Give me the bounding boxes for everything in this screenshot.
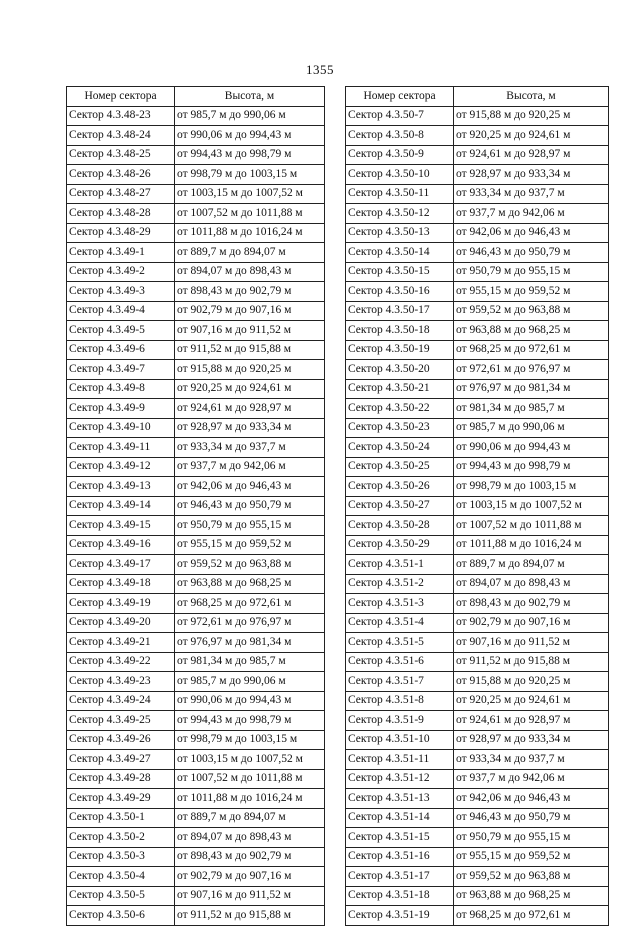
height-range-cell: от 920,25 м до 924,61 м [175,379,325,399]
table-row [67,282,325,302]
sector-number-cell: Сектор 4.3.50-29 [346,535,454,555]
height-range-cell: от 990,06 м до 994,43 м [175,691,325,711]
column-header-height: Высота, м [175,87,325,107]
sector-number-cell: Сектор 4.3.51-15 [346,828,454,848]
sector-number-cell: Сектор 4.3.50-11 [346,184,454,204]
table-row [346,165,609,185]
table-row [67,711,325,731]
table-row [67,730,325,750]
table-row [67,106,325,126]
table-row [67,535,325,555]
height-range-cell: от 933,34 м до 937,7 м [175,438,325,458]
column-header-sector: Номер сектора [67,87,175,107]
sector-number-cell: Сектор 4.3.50-7 [346,106,454,126]
sector-number-cell: Сектор 4.3.50-4 [67,867,175,887]
table-row [67,867,325,887]
table-row [67,360,325,380]
height-range-cell: от 915,88 м до 920,25 м [454,672,609,692]
height-range-cell: от 998,79 м до 1003,15 м [175,730,325,750]
table-row [67,399,325,419]
sector-number-cell: Сектор 4.3.51-10 [346,730,454,750]
height-range-cell: от 911,52 м до 915,88 м [175,906,325,926]
sector-number-cell: Сектор 4.3.50-8 [346,126,454,146]
height-range-cell: от 950,79 м до 955,15 м [454,262,609,282]
sector-number-cell: Сектор 4.3.50-3 [67,847,175,867]
sector-number-cell: Сектор 4.3.49-24 [67,691,175,711]
height-range-cell: от 924,61 м до 928,97 м [454,711,609,731]
height-range-cell: от 955,15 м до 959,52 м [454,282,609,302]
table-row [346,808,609,828]
table-row [67,340,325,360]
table-row [67,652,325,672]
table-row [346,769,609,789]
sector-number-cell: Сектор 4.3.49-25 [67,711,175,731]
height-range-cell: от 1011,88 м до 1016,24 м [454,535,609,555]
table-row [346,711,609,731]
table-row [67,126,325,146]
table-row [67,301,325,321]
height-range-cell: от 976,97 м до 981,34 м [175,633,325,653]
sector-number-cell: Сектор 4.3.50-10 [346,165,454,185]
height-range-cell: от 889,7 м до 894,07 м [454,555,609,575]
table-row [346,243,609,263]
sector-number-cell: Сектор 4.3.50-13 [346,223,454,243]
height-range-cell: от 946,43 м до 950,79 м [454,808,609,828]
sector-number-cell: Сектор 4.3.49-27 [67,750,175,770]
sector-number-cell: Сектор 4.3.49-16 [67,535,175,555]
height-range-cell: от 889,7 м до 894,07 м [175,808,325,828]
height-range-cell: от 894,07 м до 898,43 м [175,262,325,282]
table-header-row [346,87,609,107]
table-row [346,847,609,867]
page-number: 1355 [306,62,334,77]
sector-number-cell: Сектор 4.3.49-4 [67,301,175,321]
table-row [346,145,609,165]
table-row [346,574,609,594]
sector-number-cell: Сектор 4.3.49-18 [67,574,175,594]
height-range-cell: от 894,07 м до 898,43 м [175,828,325,848]
sector-number-cell: Сектор 4.3.51-14 [346,808,454,828]
height-range-cell: от 924,61 м до 928,97 м [175,399,325,419]
table-row [67,379,325,399]
sector-number-cell: Сектор 4.3.49-15 [67,516,175,536]
height-range-cell: от 928,97 м до 933,34 м [175,418,325,438]
height-range-cell: от 990,06 м до 994,43 м [175,126,325,146]
table-row [346,633,609,653]
table-row [67,204,325,224]
height-range-cell: от 994,43 м до 998,79 м [454,457,609,477]
height-range-cell: от 963,88 м до 968,25 м [454,321,609,341]
height-range-cell: от 1003,15 м до 1007,52 м [175,750,325,770]
height-range-cell: от 946,43 м до 950,79 м [454,243,609,263]
table-row [67,633,325,653]
height-range-cell: от 942,06 м до 946,43 м [454,223,609,243]
sector-number-cell: Сектор 4.3.49-11 [67,438,175,458]
sector-number-cell: Сектор 4.3.50-28 [346,516,454,536]
height-range-cell: от 1007,52 м до 1011,88 м [454,516,609,536]
table-row [346,789,609,809]
height-range-cell: от 1011,88 м до 1016,24 м [175,789,325,809]
table-row [346,184,609,204]
sector-number-cell: Сектор 4.3.51-8 [346,691,454,711]
table-row [346,360,609,380]
left-sector-table [66,86,325,926]
sector-number-cell: Сектор 4.3.51-2 [346,574,454,594]
height-range-cell: от 1007,52 м до 1011,88 м [175,204,325,224]
sector-number-cell: Сектор 4.3.51-7 [346,672,454,692]
height-range-cell: от 959,52 м до 963,88 м [175,555,325,575]
table-row [67,789,325,809]
height-range-cell: от 963,88 м до 968,25 м [454,886,609,906]
sector-number-cell: Сектор 4.3.51-1 [346,555,454,575]
sector-number-cell: Сектор 4.3.49-12 [67,457,175,477]
sector-number-cell: Сектор 4.3.50-26 [346,477,454,497]
height-range-cell: от 933,34 м до 937,7 м [454,184,609,204]
height-range-cell: от 968,25 м до 972,61 м [454,906,609,926]
sector-number-cell: Сектор 4.3.48-29 [67,223,175,243]
sector-number-cell: Сектор 4.3.49-17 [67,555,175,575]
height-range-cell: от 1011,88 м до 1016,24 м [175,223,325,243]
height-range-cell: от 920,25 м до 924,61 м [454,126,609,146]
height-range-cell: от 994,43 м до 998,79 м [175,145,325,165]
height-range-cell: от 990,06 м до 994,43 м [454,438,609,458]
height-range-cell: от 959,52 м до 963,88 м [454,867,609,887]
height-range-cell: от 946,43 м до 950,79 м [175,496,325,516]
sector-number-cell: Сектор 4.3.50-12 [346,204,454,224]
table-row [67,847,325,867]
sector-number-cell: Сектор 4.3.49-23 [67,672,175,692]
table-row [67,477,325,497]
right-sector-table [345,86,609,926]
sector-number-cell: Сектор 4.3.51-11 [346,750,454,770]
table-header-row [67,87,325,107]
column-header-sector: Номер сектора [346,87,454,107]
table-row [346,262,609,282]
sector-number-cell: Сектор 4.3.49-6 [67,340,175,360]
height-range-cell: от 998,79 м до 1003,15 м [175,165,325,185]
table-row [346,223,609,243]
sector-number-cell: Сектор 4.3.50-19 [346,340,454,360]
height-range-cell: от 981,34 м до 985,7 м [175,652,325,672]
sector-number-cell: Сектор 4.3.51-19 [346,906,454,926]
table-row [346,106,609,126]
sector-number-cell: Сектор 4.3.49-22 [67,652,175,672]
sector-number-cell: Сектор 4.3.51-3 [346,594,454,614]
height-range-cell: от 968,25 м до 972,61 м [175,594,325,614]
height-range-cell: от 985,7 м до 990,06 м [454,418,609,438]
height-range-cell: от 963,88 м до 968,25 м [175,574,325,594]
table-row [346,555,609,575]
sector-number-cell: Сектор 4.3.48-23 [67,106,175,126]
table-row [346,418,609,438]
table-row [67,516,325,536]
sector-number-cell: Сектор 4.3.48-27 [67,184,175,204]
table-row [67,262,325,282]
sector-number-cell: Сектор 4.3.49-8 [67,379,175,399]
height-range-cell: от 972,61 м до 976,97 м [175,613,325,633]
table-row [346,477,609,497]
sector-number-cell: Сектор 4.3.51-9 [346,711,454,731]
height-range-cell: от 911,52 м до 915,88 м [454,652,609,672]
table-row [346,496,609,516]
table-row [67,165,325,185]
height-range-cell: от 907,16 м до 911,52 м [454,633,609,653]
sector-number-cell: Сектор 4.3.50-22 [346,399,454,419]
table-row [67,555,325,575]
sector-number-cell: Сектор 4.3.49-9 [67,399,175,419]
table-row [67,223,325,243]
sector-number-cell: Сектор 4.3.49-20 [67,613,175,633]
table-row [67,184,325,204]
height-range-cell: от 972,61 м до 976,97 м [454,360,609,380]
table-row [346,535,609,555]
table-row [67,828,325,848]
table-row [67,672,325,692]
table-row [346,672,609,692]
table-body [67,106,325,925]
table-row [67,594,325,614]
sector-number-cell: Сектор 4.3.50-2 [67,828,175,848]
sector-number-cell: Сектор 4.3.51-18 [346,886,454,906]
sector-number-cell: Сектор 4.3.49-3 [67,282,175,302]
height-range-cell: от 907,16 м до 911,52 м [175,886,325,906]
sector-number-cell: Сектор 4.3.50-17 [346,301,454,321]
height-range-cell: от 955,15 м до 959,52 м [175,535,325,555]
table-row [67,769,325,789]
table-row [67,808,325,828]
table-row [346,321,609,341]
height-range-cell: от 950,79 м до 955,15 м [175,516,325,536]
sector-number-cell: Сектор 4.3.49-5 [67,321,175,341]
table-row [346,438,609,458]
table-row [67,457,325,477]
height-range-cell: от 889,7 м до 894,07 м [175,243,325,263]
sector-number-cell: Сектор 4.3.49-26 [67,730,175,750]
table-row [67,496,325,516]
height-range-cell: от 902,79 м до 907,16 м [175,867,325,887]
height-range-cell: от 955,15 м до 959,52 м [454,847,609,867]
height-range-cell: от 898,43 м до 902,79 м [175,282,325,302]
table-row [67,886,325,906]
height-range-cell: от 998,79 м до 1003,15 м [454,477,609,497]
table-row [67,574,325,594]
height-range-cell: от 933,34 м до 937,7 м [454,750,609,770]
table-row [346,594,609,614]
sector-number-cell: Сектор 4.3.50-27 [346,496,454,516]
sector-number-cell: Сектор 4.3.51-12 [346,769,454,789]
height-range-cell: от 994,43 м до 998,79 м [175,711,325,731]
height-range-cell: от 942,06 м до 946,43 м [175,477,325,497]
table-row [346,126,609,146]
table-row [346,204,609,224]
sector-number-cell: Сектор 4.3.48-25 [67,145,175,165]
table-body [346,106,609,925]
sector-number-cell: Сектор 4.3.51-16 [346,847,454,867]
height-range-cell: от 902,79 м до 907,16 м [175,301,325,321]
height-range-cell: от 902,79 м до 907,16 м [454,613,609,633]
height-range-cell: от 981,34 м до 985,7 м [454,399,609,419]
height-range-cell: от 937,7 м до 942,06 м [454,204,609,224]
height-range-cell: от 1007,52 м до 1011,88 м [175,769,325,789]
sector-number-cell: Сектор 4.3.50-1 [67,808,175,828]
sector-number-cell: Сектор 4.3.49-2 [67,262,175,282]
column-header-height: Высота, м [454,87,609,107]
table-row [346,828,609,848]
table-row [346,750,609,770]
table-row [67,750,325,770]
sector-number-cell: Сектор 4.3.50-20 [346,360,454,380]
table-row [346,691,609,711]
height-range-cell: от 959,52 м до 963,88 м [454,301,609,321]
table-row [346,906,609,926]
sector-number-cell: Сектор 4.3.49-14 [67,496,175,516]
table-row [67,321,325,341]
sector-number-cell: Сектор 4.3.49-1 [67,243,175,263]
sector-number-cell: Сектор 4.3.50-5 [67,886,175,906]
sector-number-cell: Сектор 4.3.50-6 [67,906,175,926]
table-row [346,867,609,887]
height-range-cell: от 894,07 м до 898,43 м [454,574,609,594]
height-range-cell: от 920,25 м до 924,61 м [454,691,609,711]
height-range-cell: от 911,52 м до 915,88 м [175,340,325,360]
height-range-cell: от 985,7 м до 990,06 м [175,672,325,692]
sector-number-cell: Сектор 4.3.48-28 [67,204,175,224]
table-row [346,516,609,536]
table-row [346,652,609,672]
sector-number-cell: Сектор 4.3.50-25 [346,457,454,477]
height-range-cell: от 1003,15 м до 1007,52 м [175,184,325,204]
sector-number-cell: Сектор 4.3.51-17 [346,867,454,887]
sector-number-cell: Сектор 4.3.50-24 [346,438,454,458]
sector-number-cell: Сектор 4.3.49-10 [67,418,175,438]
sector-number-cell: Сектор 4.3.49-13 [67,477,175,497]
height-range-cell: от 898,43 м до 902,79 м [454,594,609,614]
table-row [346,282,609,302]
table-row [67,613,325,633]
sector-number-cell: Сектор 4.3.51-13 [346,789,454,809]
table-row [346,613,609,633]
sector-number-cell: Сектор 4.3.49-28 [67,769,175,789]
height-range-cell: от 915,88 м до 920,25 м [175,360,325,380]
sector-number-cell: Сектор 4.3.49-29 [67,789,175,809]
table-row [346,730,609,750]
table-row [346,379,609,399]
sector-number-cell: Сектор 4.3.50-23 [346,418,454,438]
table-row [67,418,325,438]
sector-number-cell: Сектор 4.3.48-24 [67,126,175,146]
height-range-cell: от 924,61 м до 928,97 м [454,145,609,165]
sector-number-cell: Сектор 4.3.50-21 [346,379,454,399]
height-range-cell: от 915,88 м до 920,25 м [454,106,609,126]
table-row [67,906,325,926]
height-range-cell: от 950,79 м до 955,15 м [454,828,609,848]
height-range-cell: от 1003,15 м до 1007,52 м [454,496,609,516]
sector-number-cell: Сектор 4.3.50-9 [346,145,454,165]
table-row [346,301,609,321]
table-row [346,886,609,906]
sector-number-cell: Сектор 4.3.50-14 [346,243,454,263]
table-row [67,145,325,165]
sector-number-cell: Сектор 4.3.50-18 [346,321,454,341]
height-range-cell: от 942,06 м до 946,43 м [454,789,609,809]
sector-number-cell: Сектор 4.3.51-5 [346,633,454,653]
table-row [346,340,609,360]
table-row [67,438,325,458]
height-range-cell: от 976,97 м до 981,34 м [454,379,609,399]
sector-number-cell: Сектор 4.3.50-15 [346,262,454,282]
table-row [67,243,325,263]
sector-number-cell: Сектор 4.3.51-6 [346,652,454,672]
height-range-cell: от 937,7 м до 942,06 м [454,769,609,789]
table-row [67,691,325,711]
sector-number-cell: Сектор 4.3.49-21 [67,633,175,653]
sector-number-cell: Сектор 4.3.49-7 [67,360,175,380]
sector-number-cell: Сектор 4.3.50-16 [346,282,454,302]
height-range-cell: от 928,97 м до 933,34 м [454,165,609,185]
sector-number-cell: Сектор 4.3.49-19 [67,594,175,614]
height-range-cell: от 928,97 м до 933,34 м [454,730,609,750]
height-range-cell: от 898,43 м до 902,79 м [175,847,325,867]
table-row [346,457,609,477]
table-row [346,399,609,419]
height-range-cell: от 985,7 м до 990,06 м [175,106,325,126]
height-range-cell: от 937,7 м до 942,06 м [175,457,325,477]
height-range-cell: от 907,16 м до 911,52 м [175,321,325,341]
height-range-cell: от 968,25 м до 972,61 м [454,340,609,360]
sector-number-cell: Сектор 4.3.51-4 [346,613,454,633]
sector-number-cell: Сектор 4.3.48-26 [67,165,175,185]
